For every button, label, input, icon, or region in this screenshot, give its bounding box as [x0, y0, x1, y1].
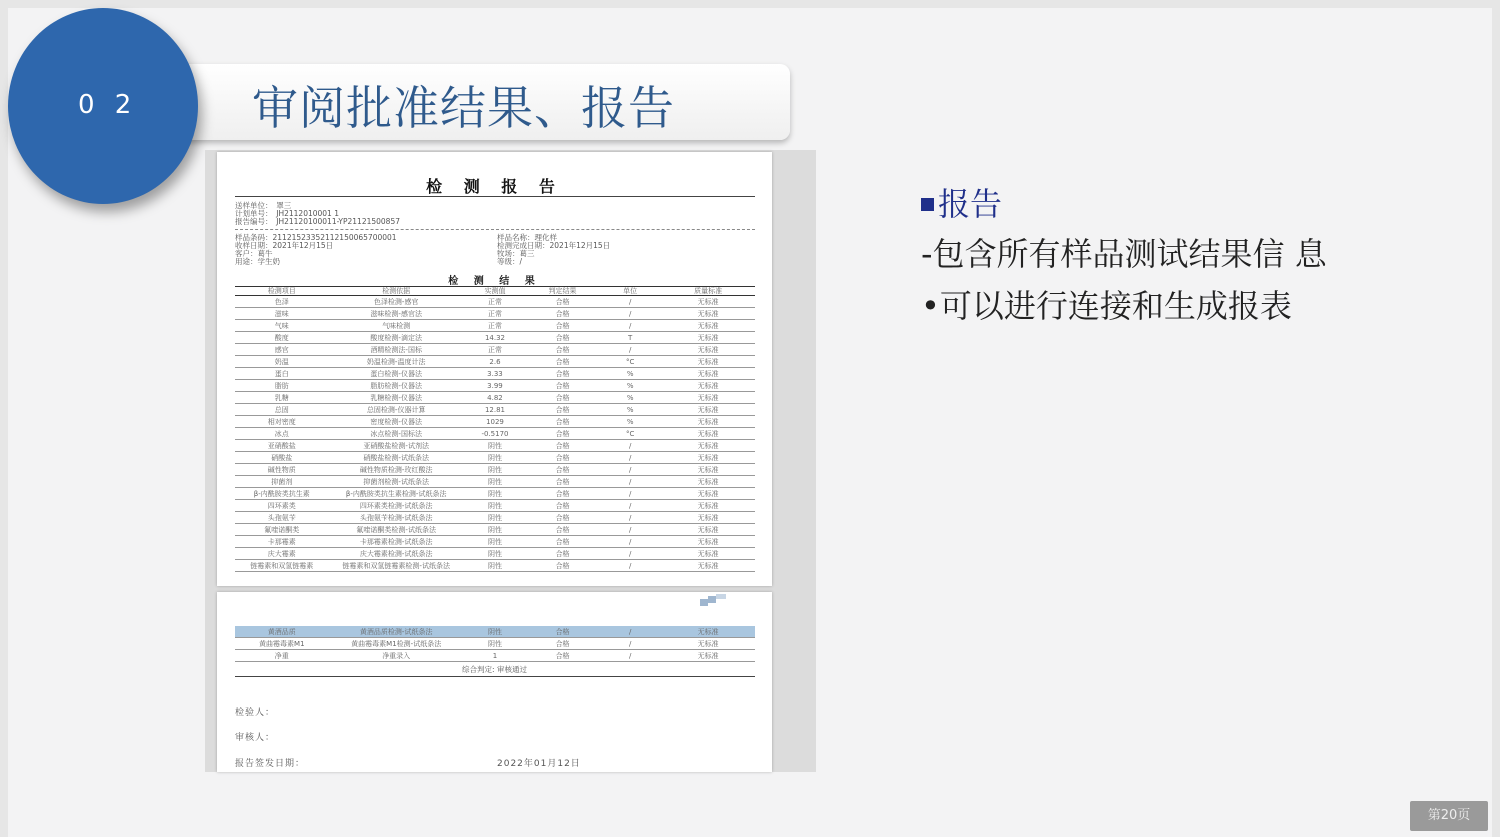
reviewer-label: 审核人：	[235, 733, 276, 743]
table-cell: 庆大霉素检测-试纸条法	[359, 549, 433, 558]
table-row	[235, 638, 755, 650]
table-cell: 正常	[487, 297, 502, 306]
table-cell: -0.5170	[481, 429, 509, 438]
table-cell: 无标准	[697, 381, 719, 390]
table-cell: 合格	[555, 333, 570, 342]
table-row	[235, 524, 755, 536]
table-cell: 合格	[555, 357, 570, 366]
table-cell: 合格	[555, 393, 570, 402]
table-cell: 阴性	[487, 537, 502, 546]
table-cell: 脂肪	[274, 381, 289, 390]
table-cell: 抑菌剂	[271, 477, 293, 486]
table-cell: 黄曲霉毒素M1检测-试纸条法	[351, 639, 442, 648]
table-cell: 阴性	[487, 477, 502, 486]
table-cell: 奶温检测-温度计法	[366, 357, 426, 366]
meta-line: 送样单位： 罩三	[235, 201, 292, 210]
table-cell: 气味检测	[382, 321, 411, 330]
table-cell: 阴性	[487, 525, 502, 534]
issue-date: 2022年01月12日	[497, 759, 581, 769]
table-cell: /	[628, 321, 632, 330]
table-cell: 合格	[555, 381, 570, 390]
table-row	[235, 308, 755, 320]
table-cell: 无标准	[697, 369, 719, 378]
column-header: 检测项目	[267, 287, 296, 295]
table-cell: 阴性	[487, 561, 502, 570]
table-cell: 阴性	[487, 465, 502, 474]
table-cell: 无标准	[697, 309, 719, 318]
table-cell: 头孢氨苄检测-试纸条法	[359, 513, 433, 522]
table-cell: °C	[625, 429, 635, 438]
slide-title: 审阅批准结果、报告	[252, 81, 675, 135]
table-cell: 链霉素和双氢链霉素检测-试纸条法	[342, 561, 450, 570]
table-cell: /	[628, 561, 632, 570]
report-meta-block-1	[235, 202, 400, 226]
table-cell: 冰点检测-国标法	[370, 429, 422, 438]
column-header: 质量标准	[694, 287, 723, 295]
table-cell: 无标准	[697, 489, 719, 498]
table-cell: 正常	[487, 345, 502, 354]
bullet-heading-text: 报告	[938, 185, 1003, 223]
table-cell: 合格	[555, 639, 570, 648]
column-header: 检测依据	[382, 287, 411, 295]
divider	[235, 229, 755, 230]
table-row	[235, 392, 755, 404]
table-cell: 卡那霉素	[267, 537, 296, 546]
table-cell: 正常	[487, 309, 502, 318]
table-cell: 无标准	[697, 297, 719, 306]
table-cell: 冰点	[274, 429, 289, 438]
table-cell: /	[628, 297, 632, 306]
meta-line: 检测完成日期：2021年12月15日	[497, 241, 611, 250]
report-page-2	[217, 592, 772, 772]
table-row	[235, 356, 755, 368]
table-cell: /	[599, 626, 661, 638]
bullet-list	[921, 180, 1327, 332]
table-cell: 合格	[555, 417, 570, 426]
table-cell: 14.32	[484, 333, 505, 342]
meta-line: 样品条码：21121523352112150065700001	[235, 233, 397, 242]
meta-line: 样品名称：理化样	[497, 233, 557, 242]
report-page-1	[217, 152, 772, 586]
table-cell: 无标准	[697, 525, 719, 534]
table-cell: 无标准	[697, 537, 719, 546]
meta-line: 用途：学生奶	[235, 257, 280, 266]
table-cell: 2.6	[489, 357, 501, 366]
table-cell: 四环素类	[267, 501, 296, 510]
table-cell: 亚硝酸盐	[267, 441, 296, 450]
table-row	[235, 476, 755, 488]
table-row	[235, 416, 755, 428]
table-cell: 1029	[486, 417, 504, 426]
inspector-label: 检验人：	[235, 708, 276, 718]
table-row	[235, 428, 755, 440]
table-cell: 合格	[555, 453, 570, 462]
column-header: 实测值	[484, 287, 506, 295]
table-row	[235, 380, 755, 392]
table-cell: 无标准	[697, 561, 719, 570]
table-cell: /	[628, 453, 632, 462]
table-row	[235, 560, 755, 572]
table-cell: %	[626, 381, 634, 390]
column-header: 判定结果	[548, 287, 577, 295]
table-cell: 无标准	[697, 333, 719, 342]
table-cell: 脂肪检测-仪器法	[370, 381, 422, 390]
table-cell: 合格	[555, 441, 570, 450]
table-cell: °C	[625, 357, 635, 366]
table-row	[235, 440, 755, 452]
table-cell: 酸度检测-滴定法	[370, 333, 422, 342]
table-row	[235, 368, 755, 380]
table-cell: 相对密度	[267, 417, 296, 426]
table-cell: 无标准	[697, 513, 719, 522]
table-row	[235, 512, 755, 524]
conclusion: 综合判定: 审核通过	[462, 665, 527, 674]
table-cell: /	[628, 489, 632, 498]
table-cell: 无标准	[697, 639, 719, 648]
table-cell: 奶温	[274, 357, 289, 366]
table-cell: 黄酒品质检测-试纸条法	[329, 626, 464, 638]
table-cell: /	[628, 465, 632, 474]
meta-line: 牧场：葛三	[497, 249, 535, 258]
table-cell: 合格	[555, 297, 570, 306]
table-row	[235, 332, 755, 344]
table-cell: 合格	[555, 405, 570, 414]
table-cell: /	[628, 309, 632, 318]
table-row	[235, 650, 755, 662]
table-cell: %	[626, 393, 634, 402]
table-cell: %	[626, 405, 634, 414]
table-cell: 无标准	[697, 453, 719, 462]
table-row	[235, 548, 755, 560]
table-cell: 氟喹诺酮类检测-试纸条法	[356, 525, 436, 534]
table-cell: 合格	[555, 321, 570, 330]
table-cell: 阴性	[487, 441, 502, 450]
table-row	[235, 452, 755, 464]
results-table-continued	[235, 626, 755, 662]
table-cell: 蛋白检测-仪器法	[370, 369, 422, 378]
table-cell: 合格	[555, 369, 570, 378]
bullet-line-2: •可以进行连接和生成报表	[921, 287, 1292, 325]
table-cell: 阴性	[487, 453, 502, 462]
table-cell: 头孢氨苄	[267, 513, 296, 522]
table-cell: 色泽	[274, 297, 289, 306]
results-title: 检 测 结 果	[448, 276, 541, 287]
table-cell: /	[628, 651, 632, 660]
table-cell: 阴性	[487, 513, 502, 522]
table-cell: 四环素类检测-试纸条法	[359, 501, 433, 510]
meta-line: 收样日期：2021年12月15日	[235, 241, 334, 250]
table-cell: 无标准	[697, 429, 719, 438]
table-cell: 感官	[274, 345, 289, 354]
table-cell: 阴性	[487, 489, 502, 498]
column-header: 单位	[623, 287, 638, 295]
table-cell: 合格	[555, 501, 570, 510]
table-cell: 阴性	[487, 639, 502, 648]
table-cell: 无标准	[697, 405, 719, 414]
table-row	[235, 344, 755, 356]
table-cell: 无标准	[697, 501, 719, 510]
table-cell: 亚硝酸盐检测-试剂法	[363, 441, 429, 450]
table-cell: 黄曲霉毒素M1	[259, 639, 305, 648]
table-cell: 合格	[526, 626, 599, 638]
square-bullet-icon	[921, 198, 934, 211]
table-cell: /	[628, 501, 632, 510]
report-meta-block-3	[497, 234, 610, 266]
table-cell: /	[628, 639, 632, 648]
table-cell: /	[628, 549, 632, 558]
table-cell: 阴性	[487, 501, 502, 510]
table-row	[235, 626, 755, 638]
table-cell: 硝酸盐	[271, 453, 293, 462]
divider	[235, 196, 755, 197]
report-meta-block-2	[235, 234, 397, 266]
table-cell: 碱性物质	[267, 465, 296, 474]
table-cell: 蛋白	[274, 369, 289, 378]
meta-line: 计划单号： JH2112010001 1	[235, 209, 339, 218]
table-row	[235, 404, 755, 416]
table-cell: 无标准	[697, 651, 719, 660]
table-cell: 酸度	[274, 333, 289, 342]
corner-mark-icon	[700, 594, 730, 606]
table-cell: 链霉素和双氢链霉素	[250, 561, 314, 570]
table-cell: 合格	[555, 465, 570, 474]
table-cell: /	[628, 477, 632, 486]
table-row	[235, 464, 755, 476]
table-cell: 黄酒品质	[235, 626, 329, 638]
table-cell: 乳糖检测-仪器法	[370, 393, 422, 402]
table-cell: %	[626, 369, 634, 378]
table-cell: 合格	[555, 309, 570, 318]
table-row	[235, 500, 755, 512]
table-cell: 酒精检测法-国标	[370, 345, 422, 354]
table-cell: 总固	[274, 405, 289, 414]
meta-line: 客户：葛牛	[235, 249, 273, 258]
table-cell: /	[628, 513, 632, 522]
table-cell: 合格	[555, 561, 570, 570]
page-number-button[interactable]: 第20页	[1410, 801, 1488, 831]
table-cell: /	[628, 525, 632, 534]
table-cell: 抑菌剂检测-试纸条法	[363, 477, 429, 486]
table-cell: 无标准	[697, 477, 719, 486]
table-cell: 净重	[274, 651, 289, 660]
table-cell: /	[628, 537, 632, 546]
table-cell: 无标准	[697, 549, 719, 558]
table-cell: 1	[492, 651, 498, 660]
table-cell: 无标准	[661, 626, 755, 638]
table-cell: 合格	[555, 345, 570, 354]
table-cell: %	[626, 417, 634, 426]
table-cell: 合格	[555, 477, 570, 486]
meta-line: 报告编号： JH21120100011-YP21121500857	[235, 217, 400, 226]
table-cell: /	[628, 441, 632, 450]
table-cell: 卡那霉素检测-试纸条法	[359, 537, 433, 546]
table-cell: 气味	[274, 321, 289, 330]
table-row	[235, 488, 755, 500]
table-cell: 无标准	[697, 393, 719, 402]
table-cell: 庆大霉素	[267, 549, 296, 558]
table-cell: 氟喹诺酮类	[264, 525, 300, 534]
table-cell: 合格	[555, 489, 570, 498]
table-cell: β-内酰胺类抗生素	[253, 489, 310, 498]
table-cell: 3.33	[487, 369, 503, 378]
table-cell: 总固检测-仪器计算	[366, 405, 426, 414]
table-cell: 4.82	[487, 393, 503, 402]
table-cell: 合格	[555, 651, 570, 660]
table-cell: 乳糖	[274, 393, 289, 402]
table-cell: 阴性	[464, 626, 526, 638]
table-cell: 无标准	[697, 417, 719, 426]
table-cell: 硝酸盐检测-试纸条法	[363, 453, 429, 462]
table-cell: 无标准	[697, 357, 719, 366]
issue-date-label: 报告签发日期：	[235, 759, 306, 769]
table-cell: 合格	[555, 537, 570, 546]
table-row	[235, 296, 755, 308]
table-cell: β-内酰胺类抗生素检测-试纸条法	[345, 489, 447, 498]
bullet-heading	[921, 180, 1327, 228]
table-cell: T	[628, 333, 633, 342]
table-cell: 正常	[487, 321, 502, 330]
table-cell: 3.99	[487, 381, 503, 390]
table-cell: 滋味	[274, 309, 289, 318]
table-cell: 12.81	[484, 405, 505, 414]
table-cell: 阴性	[487, 549, 502, 558]
meta-line: 等级：/	[497, 257, 523, 266]
section-number: 0 2	[78, 90, 138, 120]
results-table	[235, 286, 755, 572]
table-cell: 合格	[555, 525, 570, 534]
table-cell: 净重录入	[382, 651, 411, 660]
report-title: 检 测 报 告	[426, 177, 563, 196]
table-cell: 色泽检测-感官	[373, 297, 419, 306]
table-cell: /	[628, 345, 632, 354]
divider	[235, 676, 755, 677]
table-cell: 合格	[555, 513, 570, 522]
table-cell: 无标准	[697, 321, 719, 330]
bullet-line-1: -包含所有样品测试结果信 息	[921, 235, 1327, 273]
table-cell: 碱性物质检测-玫红酸法	[359, 465, 433, 474]
table-cell: 无标准	[697, 441, 719, 450]
table-cell: 无标准	[697, 465, 719, 474]
table-cell: 无标准	[697, 345, 719, 354]
table-row	[235, 320, 755, 332]
table-row	[235, 536, 755, 548]
table-cell: 滋味检测-感官法	[370, 309, 422, 318]
table-cell: 合格	[555, 429, 570, 438]
table-cell: 合格	[555, 549, 570, 558]
table-cell: 密度检测-仪器法	[370, 417, 422, 426]
